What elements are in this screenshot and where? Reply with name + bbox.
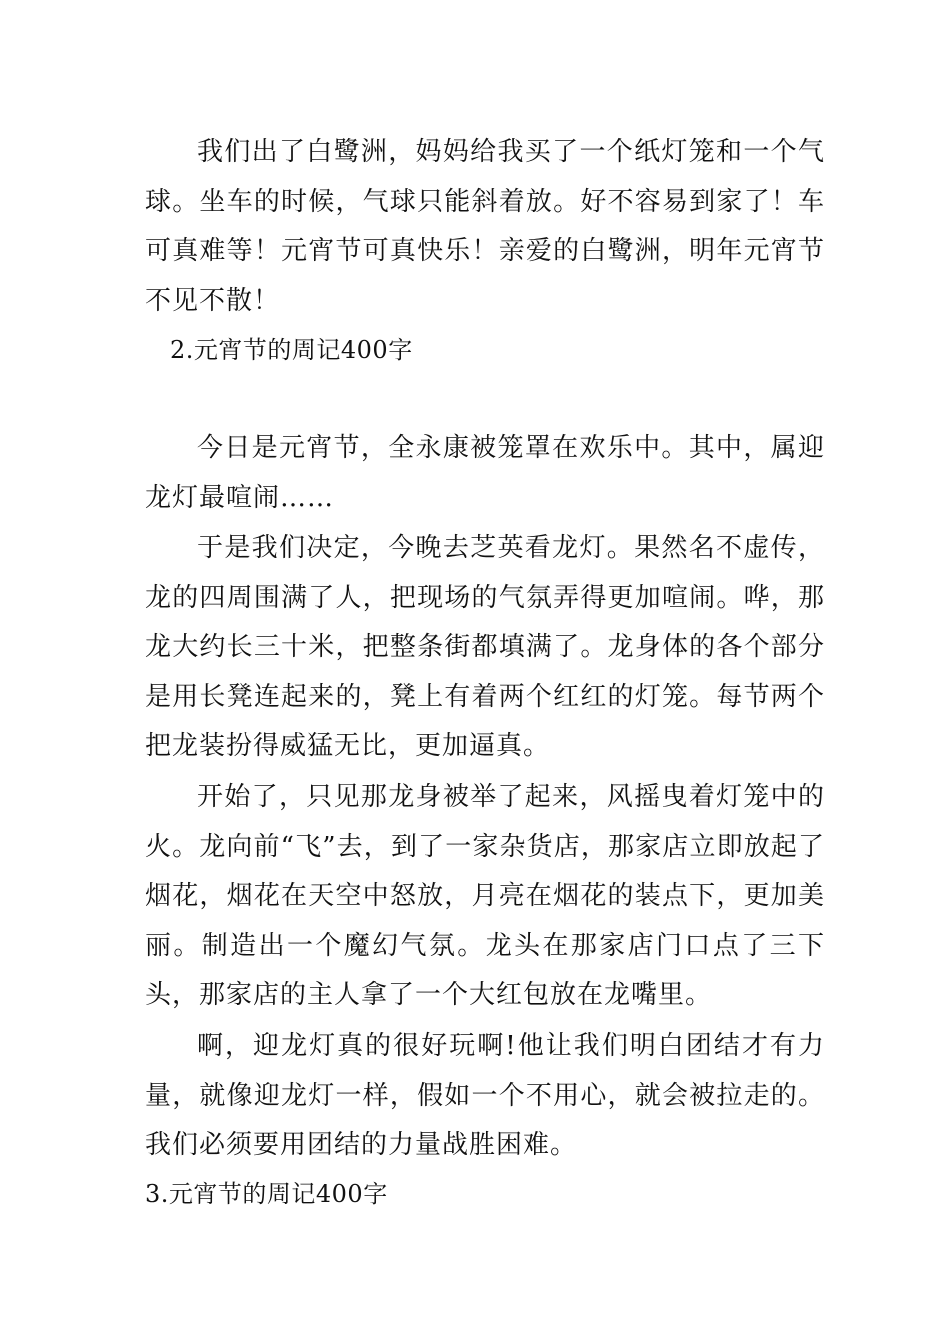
section-heading-2: 2.元宵节的周记400字: [170, 336, 413, 364]
paragraph-unity-reflection: 啊，迎龙灯真的很好玩啊!他让我们明白团结才有力量，就像迎龙灯一样，假如一个不用心，就会被拉走的。我们必须要用团结的力量战胜困难。: [145, 1031, 825, 1160]
paragraph-dragon-dance: 开始了，只见那龙身被举了起来，风摇曳着灯笼中的火。龙向前“飞”去，到了一家杂货店，那家店立即放起了烟花，烟花在天空中怒放，月亮在烟花的装点下，更加美丽。制造出一个魔幻气氛。龙头在那家店门口点了三下头，那家店的主人拿了一个大红包放在龙嘴里。: [145, 782, 825, 1010]
paragraph-dragon-lantern-scene: 于是我们决定，今晚去芝英看龙灯。果然名不虚传，龙的四周围满了人，把现场的气氛弄得更加喧闹。哗，那龙大约长三十米，把整条街都填满了。龙身体的各个部分是用长凳连起来的，凳上有着两个红红的灯笼。每节两个把龙装扮得威猛无比，更加逼真。: [145, 533, 825, 761]
paragraph-bailuzhou-ending: 我们出了白鹭洲，妈妈给我买了一个纸灯笼和一个气球。坐车的时候，气球只能斜着放。好不容易到家了！车可真难等！元宵节可真快乐！亲爱的白鹭洲，明年元宵节不见不散！: [145, 137, 825, 316]
section-heading-3: 3.元宵节的周记400字: [145, 1180, 388, 1208]
paragraph-lantern-festival-intro: 今日是元宵节，全永康被笼罩在欢乐中。其中，属迎龙灯最喧闹……: [145, 433, 825, 513]
